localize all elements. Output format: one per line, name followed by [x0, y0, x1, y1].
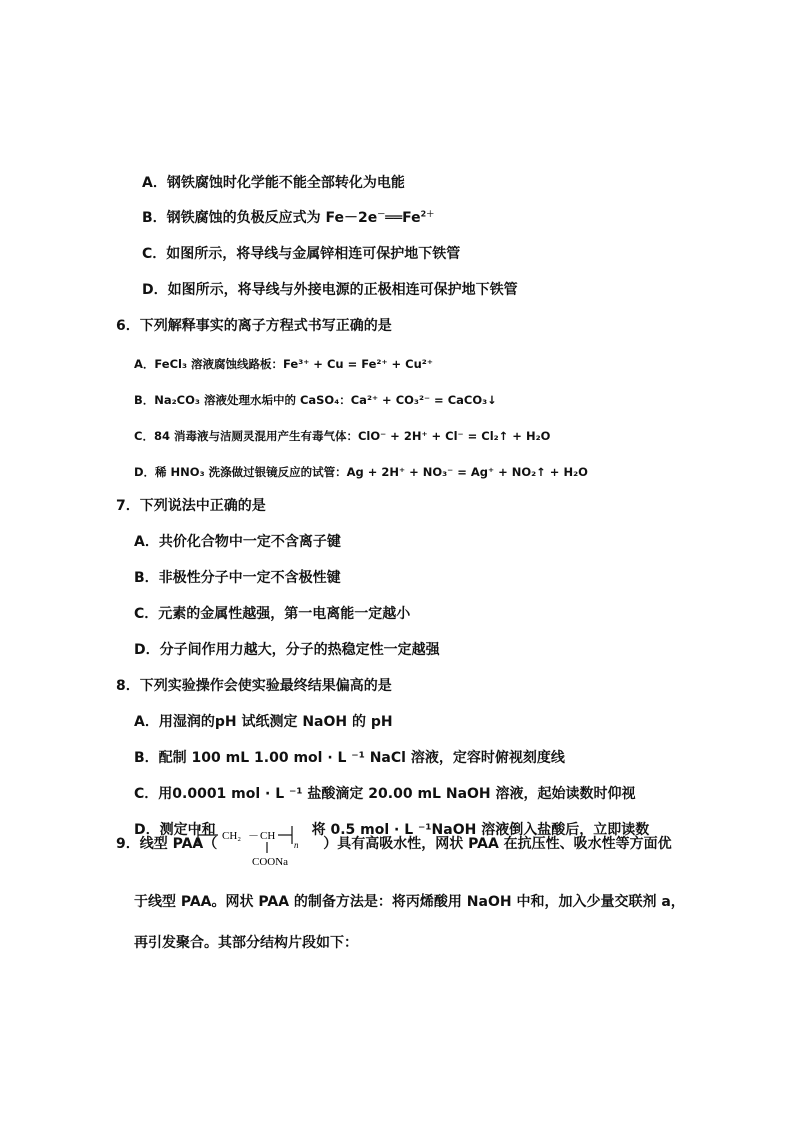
q9-stem-pre: 9．线型 PAA（ — [116, 836, 218, 852]
q6-option-c: C．84 消毒液与洁厕灵混用产生有毒气体：ClO⁻ + 2H⁺ + Cl⁻ = Cl₂↑ + H₂O — [134, 429, 551, 443]
q7-option-b: B．非极性分子中一定不含极性键 — [134, 570, 341, 586]
q7-stem: 7．下列说法中正确的是 — [116, 498, 266, 514]
q8-option-c: C．用0.0001 mol · L ⁻¹ 盐酸滴定 20.00 mL NaOH 溶液，起始读数时仰视 — [134, 786, 636, 802]
q8-option-d-text-pre: D．测定中和 — [134, 822, 216, 838]
q6-option-a: A．FeCl₃ 溶液腐蚀线路板：Fe³⁺ + Cu = Fe²⁺ + Cu²⁺ — [134, 357, 433, 371]
formula-coona: COONa — [252, 856, 289, 868]
q6-option-b: B．Na₂CO₃ 溶液处理水垢中的 CaSO₄：Ca²⁺ + CO₃²⁻ = CaCO₃↓ — [134, 393, 497, 407]
formula-subscript-n: n — [294, 840, 299, 850]
q5-option-b-fe-sup: 2＋ — [420, 209, 435, 219]
q9-stem-post: ）具有高吸水性，网状 PAA 在抗压性、吸水性等方面优 — [323, 836, 672, 852]
paa-structural-formula — [196, 820, 312, 870]
q5-option-b-text: B．钢铁腐蚀的负极反应式为 Fe－2e — [142, 210, 378, 226]
q6-option-d: D．稀 HNO₃ 洗涤做过银镜反应的试管：Ag + 2H⁺ + NO₃⁻ = Ag⁺ + NO₂↑ + H₂O — [134, 465, 588, 479]
q7-option-a: A．共价化合物中一定不含离子键 — [134, 534, 341, 550]
q5-option-c: C．如图所示，将导线与金属锌相连可保护地下铁管 — [142, 246, 461, 262]
q9-stem-line3: 再引发聚合。其部分结构片段如下： — [134, 935, 358, 951]
q8-option-a: A．用湿润的pH 试纸测定 NaOH 的 pH — [134, 714, 393, 730]
q5-option-d: D．如图所示，将导线与外接电源的正极相连可保护地下铁管 — [142, 282, 518, 298]
q8-option-d-text-post: 将 0.5 mol · L ⁻¹NaOH 溶液倒入盐酸后，立即读数 — [311, 822, 650, 838]
q5-option-b-equals: ══Fe — [385, 210, 421, 226]
formula-dash: － — [248, 830, 259, 842]
q6-stem: 6．下列解释事实的离子方程式书写正确的是 — [116, 318, 392, 334]
formula-ch: CH — [260, 830, 276, 842]
q5-option-b — [142, 209, 434, 227]
q9-stem-line2: 于线型 PAA。网状 PAA 的制备方法是：将丙烯酸用 NaOH 中和，加入少量交联剂 a， — [134, 894, 685, 910]
formula-ch2: CH₂ — [222, 830, 242, 842]
q8-stem: 8．下列实验操作会使实验最终结果偏高的是 — [116, 678, 392, 694]
q7-option-d: D．分子间作用力越大，分子的热稳定性一定越强 — [134, 642, 440, 658]
q8-option-b: B．配制 100 mL 1.00 mol · L ⁻¹ NaCl 溶液，定容时俯视刻度线 — [134, 750, 565, 766]
paa-formula-svg — [196, 820, 312, 870]
q7-option-c: C．元素的金属性越强，第一电离能一定越小 — [134, 606, 411, 622]
q5-option-a: A．钢铁腐蚀时化学能不能全部转化为电能 — [142, 175, 405, 191]
q5-option-b-electron-sup: － — [377, 209, 386, 219]
